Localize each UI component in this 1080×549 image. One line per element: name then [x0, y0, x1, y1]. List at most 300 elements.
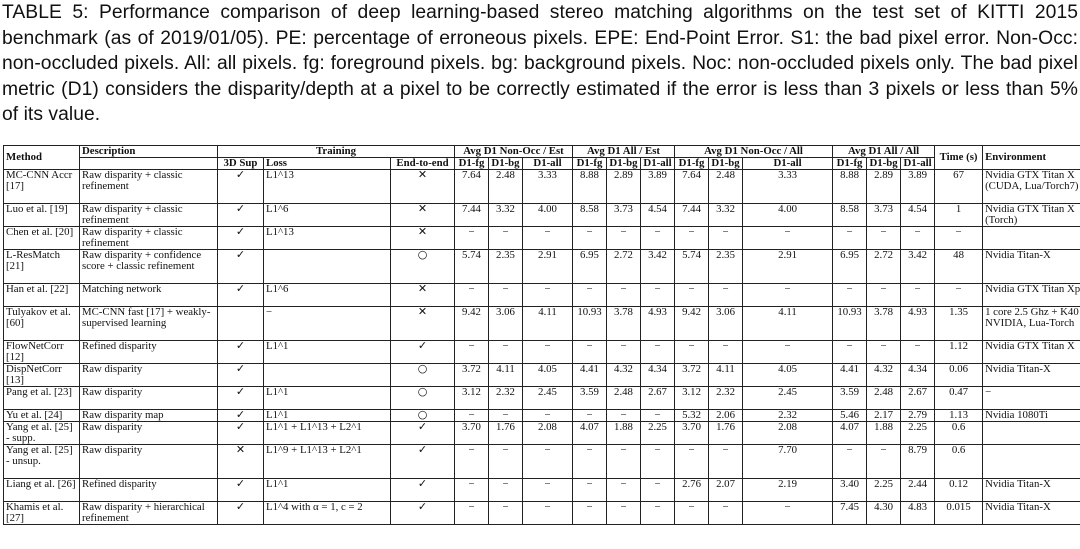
table-row [4, 501, 1080, 524]
cell-metric: − [743, 226, 833, 249]
cell-metric: − [489, 478, 523, 501]
cell-3d-sup: ✓ [218, 421, 264, 444]
cell-method: Yu et al. [24] [4, 409, 80, 421]
cell-metric: 2.89 [607, 169, 641, 203]
cell-method: L-ResMatch [21] [4, 249, 80, 283]
cell-metric: 2.89 [867, 169, 901, 203]
cell-description: Raw disparity + classic refinement [80, 169, 218, 203]
cell-metric: 8.58 [833, 203, 867, 226]
cell-metric: 4.41 [833, 363, 867, 386]
cell-loss [264, 363, 391, 386]
header-end-to-end: End-to-end [391, 158, 455, 170]
cell-time: 0.6 [935, 444, 983, 478]
cell-3d-sup: ✓ [218, 363, 264, 386]
cell-metric: 2.45 [743, 386, 833, 409]
cell-metric: − [675, 226, 709, 249]
cell-method: Pang et al. [23] [4, 386, 80, 409]
cell-metric: − [455, 340, 489, 363]
cell-metric: 3.73 [867, 203, 901, 226]
cell-method: Tulyakov et al. [60] [4, 306, 80, 340]
cell-time: 1.12 [935, 340, 983, 363]
cell-end-to-end: ✓ [391, 444, 455, 478]
cell-metric: − [709, 444, 743, 478]
cell-3d-sup: ✓ [218, 203, 264, 226]
cell-time: 1.13 [935, 409, 983, 421]
cell-method: Yang et al. [25] - unsup. [4, 444, 80, 478]
cell-loss [264, 421, 391, 444]
cell-metric: − [489, 409, 523, 421]
cell-metric: − [641, 340, 675, 363]
cell-metric: − [489, 226, 523, 249]
header-d1-fg: D1-fg [455, 158, 489, 170]
cell-metric: 2.91 [523, 249, 573, 283]
cell-metric: − [641, 478, 675, 501]
cell-end-to-end: ✓ [391, 478, 455, 501]
cell-method: Yang et al. [25] - supp. [4, 421, 80, 444]
cell-time: 67 [935, 169, 983, 203]
cell-metric: 4.54 [901, 203, 935, 226]
cell-end-to-end: ○ [391, 363, 455, 386]
cell-metric: 3.40 [833, 478, 867, 501]
cell-metric: 3.33 [523, 169, 573, 203]
cell-metric: 3.70 [455, 421, 489, 444]
cell-metric: 2.25 [641, 421, 675, 444]
cell-metric: 4.05 [743, 363, 833, 386]
cell-3d-sup [218, 306, 264, 340]
cell-metric: − [641, 501, 675, 524]
cell-metric: 2.06 [709, 409, 743, 421]
cell-metric: 2.48 [867, 386, 901, 409]
cell-metric: 4.30 [867, 501, 901, 524]
cell-metric: 2.32 [709, 386, 743, 409]
cell-metric: − [675, 340, 709, 363]
cell-method: Han et al. [22] [4, 283, 80, 306]
cell-metric: 6.95 [573, 249, 607, 283]
cell-metric: 3.42 [641, 249, 675, 283]
cell-metric: 2.35 [709, 249, 743, 283]
cell-metric: 4.11 [709, 363, 743, 386]
cell-metric: − [607, 444, 641, 478]
table-row [4, 363, 1080, 386]
header-d1-all: D1-all [743, 158, 833, 170]
cell-metric: − [455, 444, 489, 478]
cell-metric: − [607, 226, 641, 249]
cell-metric: 2.25 [901, 421, 935, 444]
cell-metric: 2.35 [489, 249, 523, 283]
cell-metric: − [709, 226, 743, 249]
cell-metric: − [867, 340, 901, 363]
cell-metric: − [573, 444, 607, 478]
cell-method: Liang et al. [26] [4, 478, 80, 501]
header-group-all-all: Avg D1 All / All [833, 146, 935, 158]
cell-metric: − [523, 444, 573, 478]
cell-metric: − [607, 478, 641, 501]
cell-metric: 2.32 [743, 409, 833, 421]
cell-metric: − [489, 283, 523, 306]
cell-metric: − [675, 501, 709, 524]
cell-end-to-end: ✕ [391, 203, 455, 226]
table-row [4, 203, 1080, 226]
cell-metric: 4.05 [523, 363, 573, 386]
cell-environment: Nvidia GTX Titan Xp [983, 283, 1080, 306]
cell-environment: Nvidia Titan-X [983, 478, 1080, 501]
cell-metric: − [573, 340, 607, 363]
cell-metric: 2.91 [743, 249, 833, 283]
cell-metric: 3.72 [455, 363, 489, 386]
cell-loss [264, 249, 391, 283]
cell-metric: − [641, 283, 675, 306]
cell-metric: 4.07 [573, 421, 607, 444]
header-d1-bg: D1-bg [709, 158, 743, 170]
cell-metric: 3.33 [743, 169, 833, 203]
cell-end-to-end: ✕ [391, 283, 455, 306]
cell-metric: − [833, 226, 867, 249]
cell-metric: − [573, 409, 607, 421]
cell-metric: − [523, 340, 573, 363]
cell-metric: − [867, 283, 901, 306]
cell-method: DispNetCorr [13] [4, 363, 80, 386]
cell-method: Khamis et al. [27] [4, 501, 80, 524]
cell-metric: 9.42 [675, 306, 709, 340]
header-description: Description [80, 146, 218, 158]
cell-description: Refined disparity [80, 478, 218, 501]
cell-3d-sup: ✓ [218, 226, 264, 249]
cell-metric: 7.44 [675, 203, 709, 226]
header-d1-bg: D1-bg [867, 158, 901, 170]
cell-loss [264, 306, 391, 340]
cell-environment: 1 core 2.5 Ghz + K40 NVIDIA, Lua-Torch [983, 306, 1080, 340]
cell-method: MC-CNN Accr [17] [4, 169, 80, 203]
table-row [4, 283, 1080, 306]
cell-time: 0.6 [935, 421, 983, 444]
cell-metric: 2.17 [867, 409, 901, 421]
cell-end-to-end: ✓ [391, 340, 455, 363]
cell-loss [264, 409, 391, 421]
table-row [4, 169, 1080, 203]
cell-3d-sup: ✓ [218, 340, 264, 363]
cell-3d-sup: ✓ [218, 283, 264, 306]
cell-metric: 8.58 [573, 203, 607, 226]
cell-metric: 3.72 [675, 363, 709, 386]
cell-metric: 2.76 [675, 478, 709, 501]
loss-text: L1^1 [266, 409, 289, 421]
cell-metric: − [523, 501, 573, 524]
cell-metric: − [523, 409, 573, 421]
cell-metric: 2.44 [901, 478, 935, 501]
cell-metric: 2.67 [901, 386, 935, 409]
cell-metric: 2.79 [901, 409, 935, 421]
cell-metric: 7.44 [455, 203, 489, 226]
cell-metric: − [607, 340, 641, 363]
cell-loss [264, 203, 391, 226]
cell-metric: − [867, 226, 901, 249]
loss-text: L1^6 [266, 283, 289, 295]
header-d1-fg: D1-fg [675, 158, 709, 170]
cell-loss [264, 226, 391, 249]
cell-3d-sup: ✓ [218, 249, 264, 283]
cell-metric: − [867, 444, 901, 478]
cell-metric: 4.41 [573, 363, 607, 386]
cell-loss [264, 478, 391, 501]
header-group-noc-all: Avg D1 Non-Occ / All [675, 146, 833, 158]
cell-environment: Nvidia Titan-X [983, 249, 1080, 283]
table-row [4, 421, 1080, 444]
cell-metric: − [573, 226, 607, 249]
cell-metric: 3.73 [607, 203, 641, 226]
table-row [4, 306, 1080, 340]
cell-time: 0.47 [935, 386, 983, 409]
cell-loss [264, 283, 391, 306]
cell-environment [983, 421, 1080, 444]
cell-metric: 4.93 [901, 306, 935, 340]
cell-time: 0.12 [935, 478, 983, 501]
header-description-sub [80, 158, 218, 170]
cell-metric: 2.48 [489, 169, 523, 203]
cell-metric: 4.32 [867, 363, 901, 386]
table-row [4, 249, 1080, 283]
cell-metric: 3.70 [675, 421, 709, 444]
cell-metric: 2.48 [607, 386, 641, 409]
table-row [4, 478, 1080, 501]
loss-text: L1^1 [266, 478, 289, 490]
cell-end-to-end: ○ [391, 386, 455, 409]
cell-metric: − [743, 340, 833, 363]
header-group-noc-est: Avg D1 Non-Occ / Est [455, 146, 573, 158]
cell-metric: 3.78 [867, 306, 901, 340]
cell-metric: 5.74 [455, 249, 489, 283]
loss-text: L1^9 + L1^13 + L2^1 [266, 444, 362, 456]
cell-metric: 4.32 [607, 363, 641, 386]
cell-metric: 4.11 [523, 306, 573, 340]
cell-loss [264, 169, 391, 203]
cell-metric: 7.64 [455, 169, 489, 203]
cell-metric: − [489, 444, 523, 478]
cell-description: Raw disparity [80, 421, 218, 444]
cell-description: Raw disparity + confidence score + classic refinement [80, 249, 218, 283]
table-row [4, 340, 1080, 363]
header-d1-fg: D1-fg [573, 158, 607, 170]
header-training: Training [218, 146, 455, 158]
loss-text: L1^13 [266, 169, 294, 181]
cell-metric: 2.72 [607, 249, 641, 283]
cell-metric: 2.08 [743, 421, 833, 444]
cell-metric: − [455, 501, 489, 524]
cell-description: Raw disparity + hierarchical refinement [80, 501, 218, 524]
cell-metric: − [489, 501, 523, 524]
cell-time: 48 [935, 249, 983, 283]
cell-metric: − [641, 409, 675, 421]
cell-loss [264, 340, 391, 363]
cell-description: Raw disparity [80, 386, 218, 409]
cell-metric: 4.83 [901, 501, 935, 524]
cell-3d-sup: ✓ [218, 386, 264, 409]
cell-3d-sup: ✕ [218, 444, 264, 478]
cell-description: Refined disparity [80, 340, 218, 363]
cell-metric: − [523, 226, 573, 249]
table-body [4, 169, 1080, 524]
cell-end-to-end: ✕ [391, 306, 455, 340]
cell-loss [264, 501, 391, 524]
comparison-table [3, 145, 1080, 525]
cell-metric: − [641, 226, 675, 249]
cell-metric: 3.32 [709, 203, 743, 226]
header-d1-fg: D1-fg [833, 158, 867, 170]
cell-time: − [935, 283, 983, 306]
cell-metric: − [641, 444, 675, 478]
cell-description: Raw disparity + classic refinement [80, 226, 218, 249]
cell-metric: 2.19 [743, 478, 833, 501]
cell-metric: 1.88 [867, 421, 901, 444]
cell-metric: 4.11 [489, 363, 523, 386]
loss-text: L1^6 [266, 203, 289, 215]
cell-metric: − [523, 283, 573, 306]
cell-metric: 5.74 [675, 249, 709, 283]
cell-metric: − [833, 340, 867, 363]
cell-metric: − [607, 283, 641, 306]
cell-metric: − [573, 478, 607, 501]
cell-3d-sup: ✓ [218, 478, 264, 501]
loss-text: L1^4 with α = 1, c = 2 [266, 501, 363, 513]
cell-metric: − [573, 501, 607, 524]
header-loss: Loss [264, 158, 391, 170]
loss-text: − [266, 306, 273, 318]
header-time: Time (s) [935, 146, 983, 170]
cell-description: MC-CNN fast [17] + weakly-supervised learning [80, 306, 218, 340]
cell-metric: 4.93 [641, 306, 675, 340]
cell-metric: − [709, 283, 743, 306]
cell-metric: − [901, 283, 935, 306]
cell-metric: 7.64 [675, 169, 709, 203]
cell-environment: Nvidia Titan-X [983, 363, 1080, 386]
cell-metric: 3.78 [607, 306, 641, 340]
cell-loss [264, 444, 391, 478]
cell-metric: 6.95 [833, 249, 867, 283]
table-caption: TABLE 5: Performance comparison of deep learning-based stereo matching algorithms on the test set of KITTI 2015 benchmark (as of 2019/01/05). PE: percentage of erroneous pixels. EPE: End-Point Error. S1: the bad pixel error. Non-Occ: non-occluded pixels. All: all pixels. fg: foreground pixels. bg: background pixels. Noc: non-occluded pixels only. The bad pixel metric (D1) considers the disparity/depth at a pixel to be correctly estimated if the error is less than 3 pixels or less than 5% of its value. [2, 2, 1078, 125]
table-row [4, 409, 1080, 421]
table-row [4, 444, 1080, 478]
cell-method: FlowNetCorr [12] [4, 340, 80, 363]
cell-metric: 4.07 [833, 421, 867, 444]
cell-metric: 3.42 [901, 249, 935, 283]
cell-description: Raw disparity + classic refinement [80, 203, 218, 226]
cell-metric: 10.93 [573, 306, 607, 340]
header-environment: Environment [983, 146, 1080, 170]
cell-metric: − [455, 478, 489, 501]
cell-metric: 2.48 [709, 169, 743, 203]
cell-metric: − [455, 283, 489, 306]
cell-environment: Nvidia 1080Ti [983, 409, 1080, 421]
header-d1-all: D1-all [523, 158, 573, 170]
cell-description: Raw disparity map [80, 409, 218, 421]
header-d1-all: D1-all [641, 158, 675, 170]
cell-end-to-end: ✕ [391, 226, 455, 249]
cell-metric: 9.42 [455, 306, 489, 340]
cell-metric: − [675, 444, 709, 478]
cell-time: − [935, 226, 983, 249]
cell-environment [983, 226, 1080, 249]
cell-time: 0.06 [935, 363, 983, 386]
cell-method: Chen et al. [20] [4, 226, 80, 249]
cell-metric: 4.00 [523, 203, 573, 226]
cell-metric: 3.12 [675, 386, 709, 409]
cell-environment: Nvidia GTX Titan X [983, 340, 1080, 363]
table-row [4, 386, 1080, 409]
header-method: Method [4, 146, 80, 170]
cell-metric: 2.08 [523, 421, 573, 444]
cell-metric: 2.07 [709, 478, 743, 501]
loss-text: L1^1 [266, 340, 289, 352]
cell-metric: 2.72 [867, 249, 901, 283]
cell-metric: 1.88 [607, 421, 641, 444]
cell-environment: Nvidia GTX Titan X (Torch) [983, 203, 1080, 226]
cell-metric: 3.89 [641, 169, 675, 203]
cell-metric: 3.06 [709, 306, 743, 340]
cell-environment [983, 444, 1080, 478]
cell-metric: − [573, 283, 607, 306]
header-3d-sup: 3D Sup [218, 158, 264, 170]
cell-metric: − [455, 409, 489, 421]
cell-metric: 4.00 [743, 203, 833, 226]
cell-loss [264, 386, 391, 409]
cell-metric: 2.25 [867, 478, 901, 501]
cell-metric: − [901, 340, 935, 363]
cell-end-to-end: ✓ [391, 501, 455, 524]
cell-method: Luo et al. [19] [4, 203, 80, 226]
cell-end-to-end: ✕ [391, 169, 455, 203]
cell-3d-sup: ✓ [218, 501, 264, 524]
cell-metric: 2.45 [523, 386, 573, 409]
cell-metric: 5.46 [833, 409, 867, 421]
cell-time: 1 [935, 203, 983, 226]
cell-environment: Nvidia Titan-X [983, 501, 1080, 524]
cell-time: 0.015 [935, 501, 983, 524]
cell-metric: − [709, 340, 743, 363]
cell-metric: − [607, 409, 641, 421]
cell-metric: − [833, 444, 867, 478]
cell-metric: − [709, 501, 743, 524]
cell-metric: 4.34 [901, 363, 935, 386]
cell-metric: 4.11 [743, 306, 833, 340]
header-d1-bg: D1-bg [489, 158, 523, 170]
cell-metric: − [607, 501, 641, 524]
cell-metric: 8.88 [833, 169, 867, 203]
cell-end-to-end: ✓ [391, 421, 455, 444]
cell-metric: 1.76 [709, 421, 743, 444]
cell-metric: − [743, 283, 833, 306]
loss-text: L1^13 [266, 226, 294, 238]
cell-metric: − [833, 283, 867, 306]
cell-metric: 10.93 [833, 306, 867, 340]
loss-text: L1^1 + L1^13 + L2^1 [266, 421, 362, 433]
cell-metric: 3.06 [489, 306, 523, 340]
header-d1-all: D1-all [901, 158, 935, 170]
cell-metric: 3.12 [455, 386, 489, 409]
cell-environment: Nvidia GTX Titan X (CUDA, Lua/Torch7) [983, 169, 1080, 203]
cell-metric: − [455, 226, 489, 249]
cell-metric: 7.70 [743, 444, 833, 478]
cell-metric: − [675, 283, 709, 306]
cell-metric: 2.67 [641, 386, 675, 409]
cell-metric: 5.32 [675, 409, 709, 421]
cell-description: Raw disparity [80, 363, 218, 386]
cell-metric: − [523, 478, 573, 501]
cell-metric: − [743, 501, 833, 524]
cell-metric: 3.59 [573, 386, 607, 409]
header-group-all-est: Avg D1 All / Est [573, 146, 675, 158]
cell-metric: 1.76 [489, 421, 523, 444]
cell-metric: 8.79 [901, 444, 935, 478]
cell-end-to-end: ○ [391, 249, 455, 283]
